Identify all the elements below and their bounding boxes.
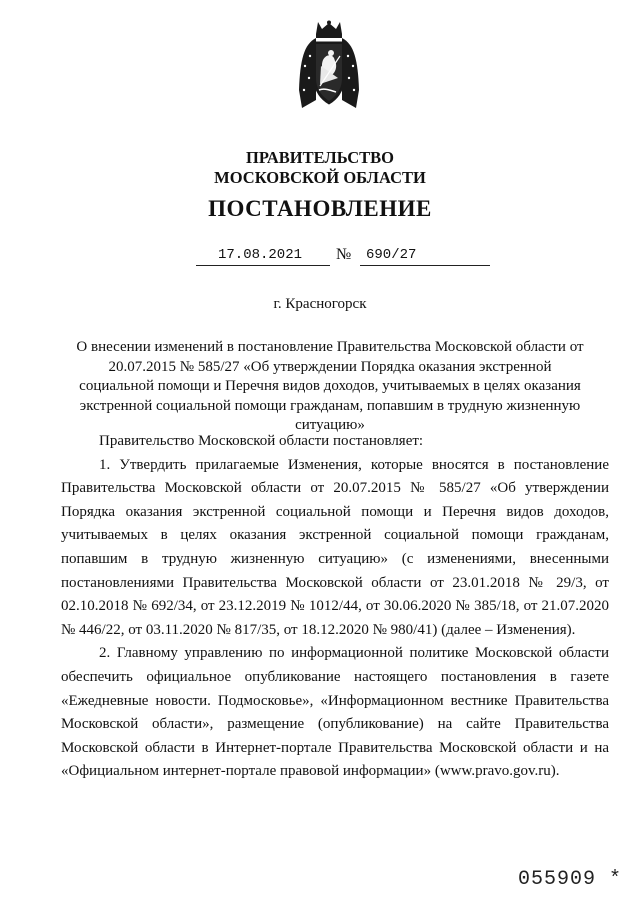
document-number: 690/27 bbox=[366, 247, 417, 263]
document-body bbox=[61, 430, 609, 784]
paragraph-2: 2. Главному управлению по информационной политике Московской области обеспечить официальное опубликование настоящего постановления в газете «Ежедневные новости. Подмосковье», «Информационном вестнике Правительства Московской области», размещение (опубликование) на сайте Правительства Московской области в Интернет-портале Правительства Московской области и на «Официальном интернет-портале правовой информации» (www.pravo.gov.ru). bbox=[61, 645, 609, 780]
number-underline bbox=[360, 265, 490, 266]
org-line-2: МОСКОВСКОЙ ОБЛАСТИ bbox=[214, 168, 426, 187]
date-underline bbox=[196, 265, 330, 266]
number-sign: № bbox=[336, 246, 352, 263]
issuing-authority bbox=[0, 148, 640, 188]
date-number-line bbox=[190, 247, 490, 269]
document-type: ПОСТАНОВЛЕНИЕ bbox=[208, 196, 432, 221]
document-subject: О внесении изменений в постановление Правительства Московской области от 20.07.2015 № 585/27 «Об утверждении Порядка оказания экстренной социальной помощи и Перечня видов доходов, учитываемых в целях оказания экстренной социальной помощи гражданам, попавшим в трудную жизненную ситуацию» bbox=[76, 339, 584, 433]
serial-number: 055909 * bbox=[517, 868, 622, 891]
org-line-1: ПРАВИТЕЛЬСТВО bbox=[246, 148, 394, 167]
document-date: 17.08.2021 bbox=[217, 247, 302, 263]
coat-of-arms-icon bbox=[296, 20, 362, 112]
intro-paragraph: Правительство Московской области постановляет: bbox=[99, 433, 424, 449]
paragraph-1: 1. Утвердить прилагаемые Изменения, которые вносятся в постановление Правительства Московской области от 20.07.2015 № 585/27 «Об утверждении Порядка оказания экстренной социальной помощи и Перечня видов доходов, учитываемых в целях оказания экстренной социальной помощи гражданам, попавшим в трудную жизненную ситуацию» (с изменениями, внесенными постановлениями Правительства Московской области от 23.01.2018 № 29/3, от 02.10.2018 № 692/34, от 23.12.2019 № 1012/44, от 30.06.2020 № 385/18, от 21.07.2020 № 446/22, от 03.11.2020 № 817/35, от 18.12.2020 № 980/41) (далее – Изменения). bbox=[61, 456, 609, 638]
city: г. Красногорск bbox=[273, 296, 367, 312]
